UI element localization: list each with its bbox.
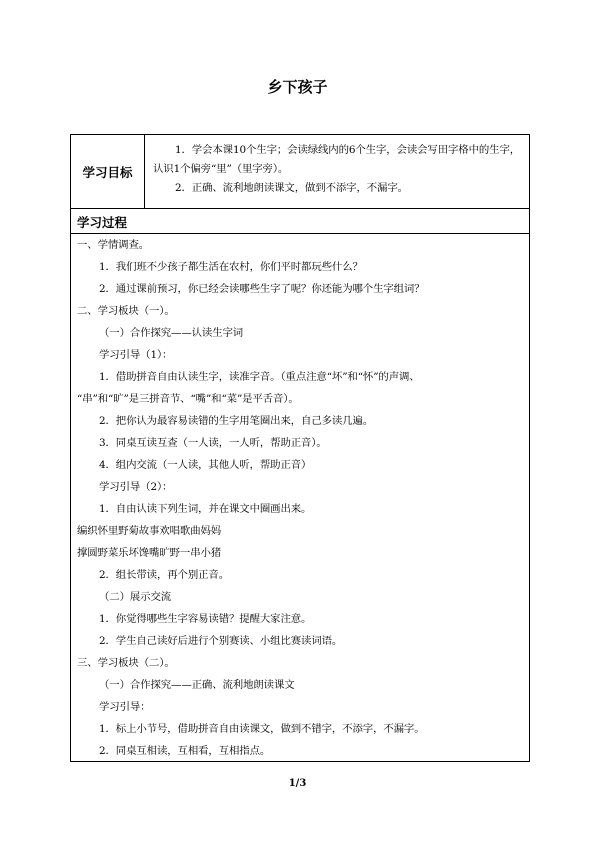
process-line: 1．自由认读下列生词，并在课文中圈画出来。 — [99, 503, 312, 515]
goals-label: 学习目标 — [71, 135, 145, 208]
process-line: 2．把你认为最容易读错的生字用笔圈出来，自己多读几遍。 — [99, 415, 374, 427]
process-line: 学习引导： — [99, 701, 151, 713]
process-line: “串”和“旷”是三拼音节、“嘴”和“菜”是平舌音）。 — [77, 393, 299, 405]
section-heading: 一、学情调查。 — [77, 239, 150, 251]
section-heading: 三、学习板块（二）。 — [77, 657, 175, 669]
goal-item: 1．学会本课10个生字；会读绿线内的6个生字，会读会写田字格中的生字，认识1个偏旁“里”（里字旁）。 — [153, 144, 521, 175]
process-line: 2．通过课前预习，你已经会读哪些生字了呢？你还能为哪个生字组词？ — [99, 283, 425, 295]
lesson-table — [70, 134, 530, 762]
goal-item: 2．正确、流利地朗读课文，做到不添字，不漏字。 — [175, 182, 408, 194]
process-line: 4．组内交流（一人读，其他人听，帮助正音） — [99, 459, 312, 471]
row-divider — [71, 208, 529, 209]
process-label: 学习过程 — [77, 215, 128, 230]
process-line: 3．同桌互读互查（一人读，一人听，帮助正音）。 — [99, 437, 327, 449]
process-line: 1．你觉得哪些生字容易读错？提醒大家注意。 — [99, 613, 312, 625]
process-line: 学习引导（1）： — [99, 349, 173, 361]
process-line: 学习引导（2）： — [99, 481, 173, 493]
page-number: 1/3 — [288, 778, 307, 789]
process-line: 2．同桌互相读，互相看，互相指点。 — [99, 745, 271, 757]
process-line: 2．学生自己读好后进行个别赛读、小组比赛读词语。 — [99, 635, 343, 647]
process-line: 1．我们班不少孩子都生活在农村，你们平时都玩些什么？ — [99, 261, 363, 273]
page-title: 乡下孩子 — [267, 78, 328, 96]
process-line: 1．标上小节号，借助拼音自由读课文，做到不错字，不添字，不漏字。 — [99, 723, 425, 735]
word-list: 编织怀里野菊故事欢唱歌曲妈妈 — [77, 525, 222, 537]
section-heading: 二、学习板块（一）。 — [77, 305, 175, 317]
subsection-heading: （一）合作探究——认读生字词 — [99, 327, 244, 339]
subsection-heading: （二）展示交流 — [99, 591, 172, 603]
process-line: 2．组长带读，再个别正音。 — [99, 569, 229, 581]
goals-content — [145, 135, 530, 208]
subsection-heading: （一）合作探究——正确、流利地朗读课文 — [99, 679, 295, 691]
process-line: 1．借助拼音自由认读生字，读准字音。（重点注意“坏”和“怀”的声调、 — [99, 371, 420, 383]
word-list: 撑圆野菜乐坏馋嘴旷野一串小猪 — [77, 547, 222, 559]
